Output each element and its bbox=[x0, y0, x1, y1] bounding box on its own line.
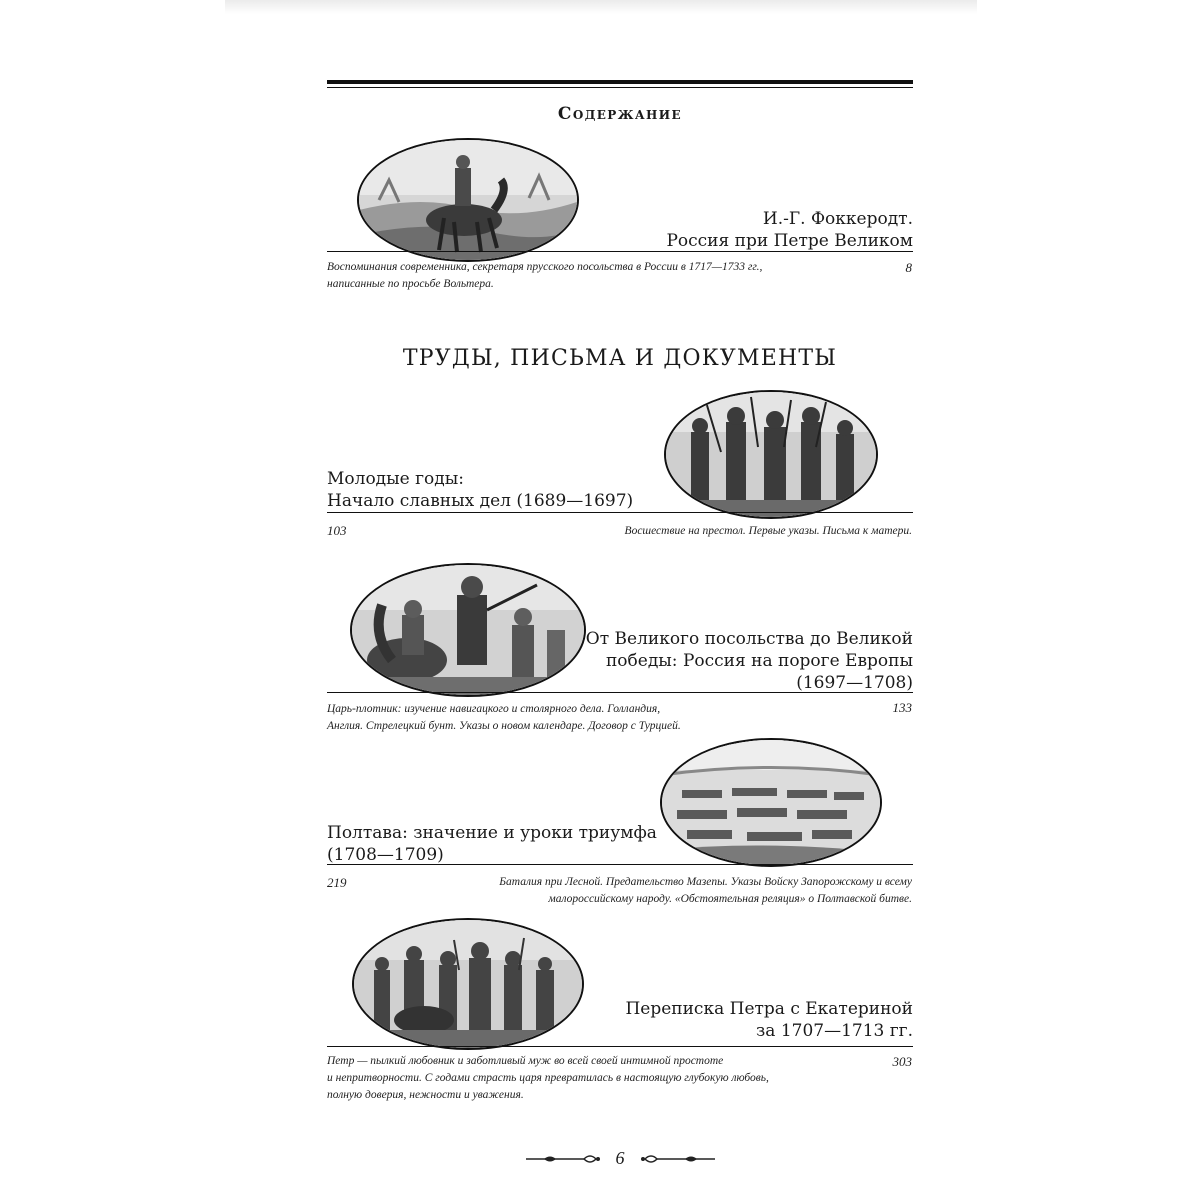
top-double-rule bbox=[327, 80, 913, 88]
entry-4-title: Переписка Петра с Екатериной за 1707—1713 гг. bbox=[625, 999, 913, 1041]
footer-page-number: 6 bbox=[615, 1148, 625, 1168]
entry-3-title: Полтава: значение и уроки триумфа (1708—1709) bbox=[327, 823, 657, 865]
engraving-crowd-icon bbox=[352, 918, 584, 1050]
entry-3-rule bbox=[327, 864, 913, 865]
entry-2-page-number: 133 bbox=[892, 700, 912, 715]
intro-rule bbox=[327, 251, 913, 252]
entry-1-title: Молодые годы: Начало славных дел (1689—1697) bbox=[327, 469, 634, 511]
intro-title: Россия при Петре Великом bbox=[666, 231, 913, 251]
entry-2-title: От Великого посольства до Великой победы: Россия на пороге Европы (1697—1708) bbox=[585, 629, 913, 693]
entry-1-page-number: 103 bbox=[327, 523, 347, 538]
right-ornament-icon bbox=[639, 1152, 717, 1166]
engraving-battlefield-icon bbox=[660, 738, 882, 867]
page-footer bbox=[327, 1148, 913, 1169]
entry-4-page-number: 303 bbox=[892, 1054, 912, 1069]
intro-description: Воспоминания современника, секретаря прусского посольства в России в 1717—1733 гг., написанные по просьбе Вольтера. bbox=[327, 261, 763, 290]
engraving-soldiers-icon bbox=[664, 390, 878, 519]
engraving-rider-on-horse-icon bbox=[357, 138, 579, 262]
entry-1-rule bbox=[327, 512, 913, 513]
intro-entry-title bbox=[666, 208, 913, 252]
entry-1-description: Восшествие на престол. Первые указы. Письма к матери. bbox=[624, 525, 912, 537]
section-heading: ТРУДЫ, ПИСЬМА И ДОКУМЕНТЫ bbox=[402, 346, 838, 371]
intro-author: И.-Г. Фоккеродт. bbox=[762, 209, 913, 229]
entry-4-description: Петр — пылкий любовник и заботливый муж во всей своей интимной простоте и непритворности. С годами страсть царя превратилась в настоящую глубокую любовь, полную доверия, нежности и уважения. bbox=[327, 1055, 769, 1101]
left-ornament-icon bbox=[524, 1152, 602, 1166]
contents-title: Содержание bbox=[557, 104, 683, 124]
intro-page-number: 8 bbox=[905, 260, 912, 275]
entry-3-page-number: 219 bbox=[327, 875, 347, 890]
entry-2-rule bbox=[327, 692, 913, 693]
entry-4-rule bbox=[327, 1046, 913, 1047]
entry-3-description: Баталия при Лесной. Предательство Мазепы. Указы Войску Запорожскому и всему малороссийскому народу. «Обстоятельная реляция» о Полтавской битве. bbox=[499, 876, 912, 905]
engraving-cavalry-icon bbox=[350, 563, 586, 697]
page-shadow bbox=[225, 0, 977, 14]
entry-2-description: Царь-плотник: изучение навигацкого и столярного дела. Голландия, Англия. Стрелецкий бунт. Указы о новом календаре. Договор с Турцией. bbox=[327, 703, 681, 732]
